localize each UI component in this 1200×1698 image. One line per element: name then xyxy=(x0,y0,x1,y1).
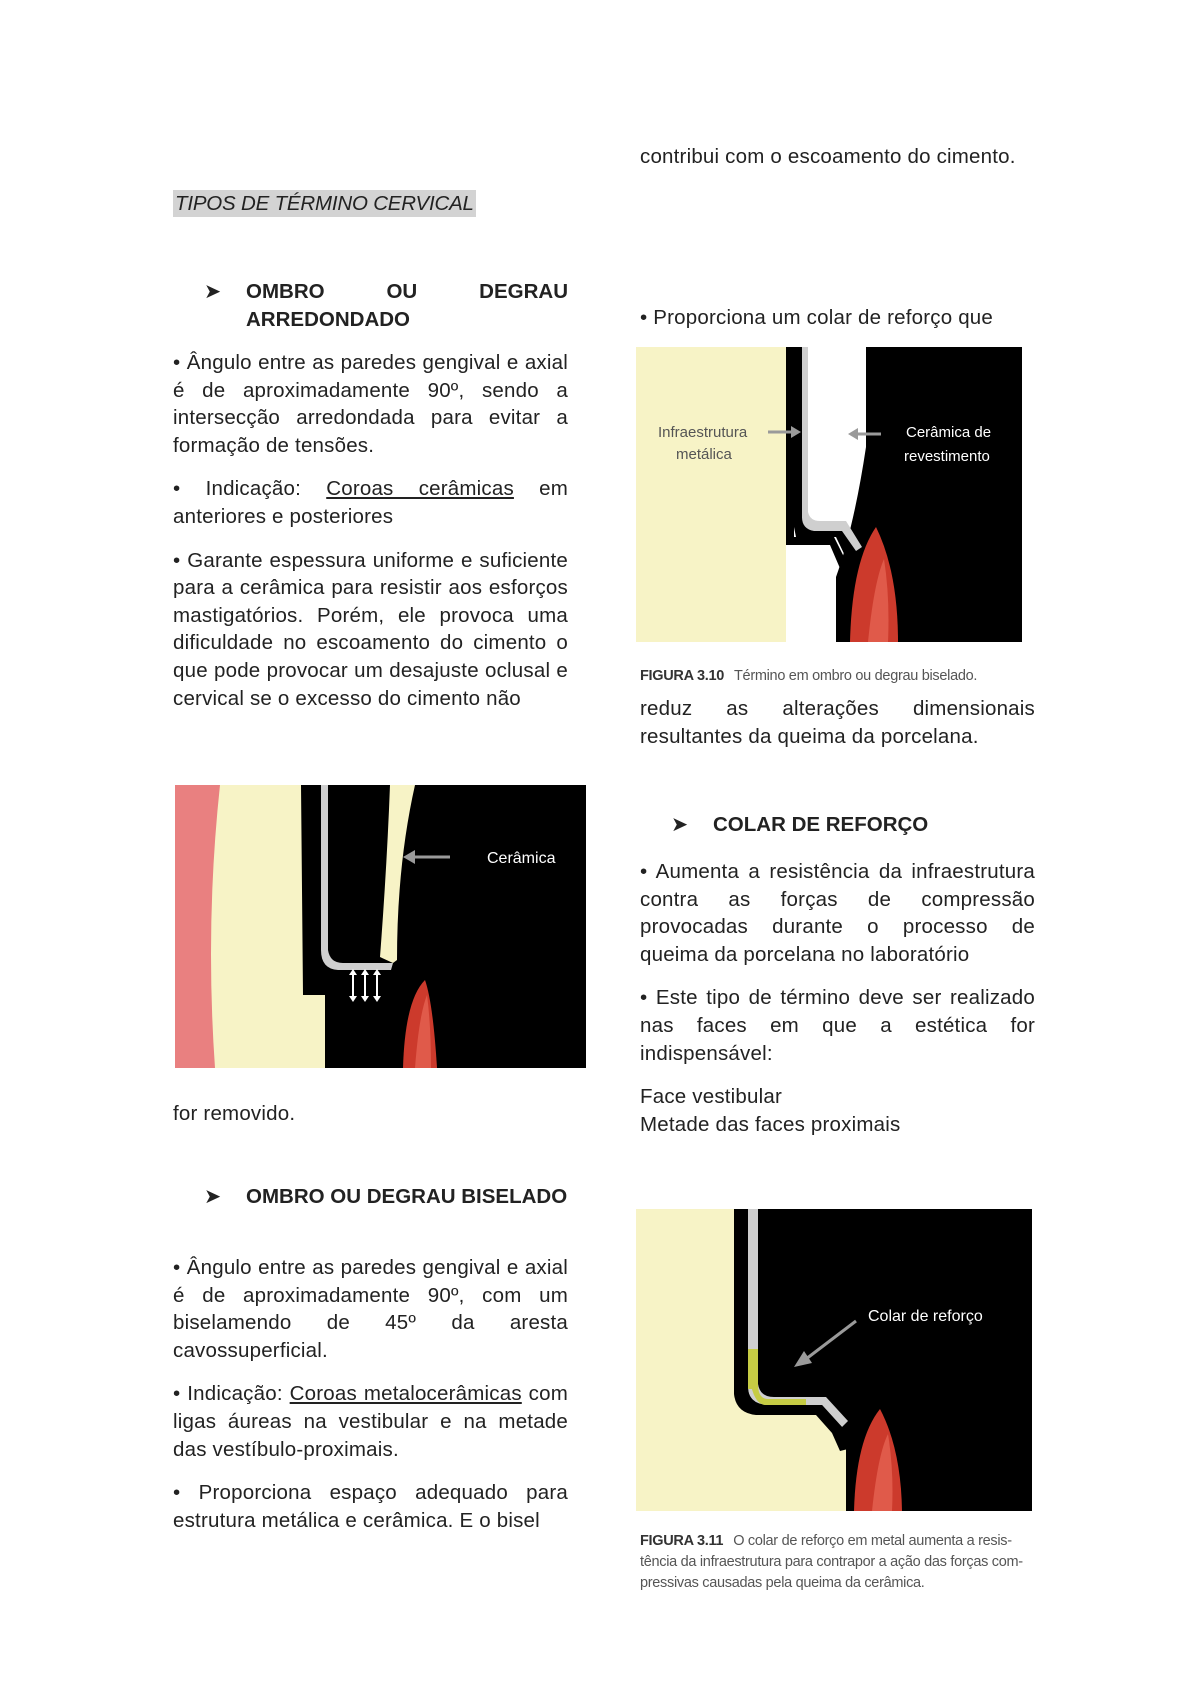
figure-label: Colar de reforço xyxy=(868,1308,983,1325)
figure-label-ceramica-de: Cerâmica de xyxy=(906,424,992,441)
caption-text: Término em ombro ou degrau biselado. xyxy=(734,668,978,684)
section2-colar-continuation xyxy=(640,695,1035,750)
section1-body xyxy=(173,349,568,712)
figure-label-infraestrutura: Infraestrutura xyxy=(658,424,748,441)
caption-number: FIGURA 3.10 xyxy=(640,668,724,684)
paragraph: • Proporciona um colar de reforço que xyxy=(640,306,994,329)
section1-continuation xyxy=(173,1100,568,1128)
heading-text: OMBRO OU DEGRAU ARREDONDADO xyxy=(246,280,568,331)
tooth-diagram xyxy=(175,785,586,1068)
tooth-diagram-colar xyxy=(636,1209,1032,1511)
figure-label-metalica: metálica xyxy=(676,446,732,463)
figure-ombro-arredondado xyxy=(175,785,586,1068)
arrow-bullet-icon: ➤ xyxy=(204,280,222,303)
caption-line: tência da infraestrutura para contrapor a ação das forças com- xyxy=(640,1554,1023,1570)
figure-3-10-caption xyxy=(640,666,1040,687)
section3-body xyxy=(640,858,1035,1138)
section2-continuation xyxy=(640,143,1035,171)
paragraph: • Este tipo de término deve ser realizado nas faces em que a estética for indispensável: xyxy=(640,986,1035,1065)
caption-line: pressivas causadas pela queima da cerâmica. xyxy=(640,1575,925,1591)
list-item: Face vestibular xyxy=(640,1085,783,1109)
section2-colar xyxy=(640,304,1035,332)
paragraph-continuation: contribui com o escoamento do cimento. xyxy=(640,145,1016,168)
heading-text: OMBRO OU DEGRAU BISELADO xyxy=(246,1185,568,1208)
paragraph: • Garante espessura uniforme e suficiente para a cerâmica para resistir aos esforços mastigatórios. Porém, ele provoca uma dificuldade no escoamento do cimento o que pode provocar um desajuste oclusal e cervical se o excesso do cimento não xyxy=(173,548,568,710)
heading-text: COLAR DE REFORÇO xyxy=(713,813,929,836)
underlined-term: Coroas metalocerâmicas xyxy=(289,1382,522,1406)
section2-body xyxy=(173,1254,568,1534)
paragraph-continuation: for removido. xyxy=(173,1102,296,1125)
paragraph: • Proporciona espaço adequado para estrutura metálica e cerâmica. E o bisel xyxy=(173,1481,568,1532)
tooth-diagram-biselado xyxy=(636,347,1022,642)
figure-3-11-caption xyxy=(640,1531,1050,1594)
caption-number: FIGURA 3.11 xyxy=(640,1533,724,1549)
paragraph: • Ângulo entre as paredes gengival e axial é de aproximadamente 90º, sendo a intersecção arredondada para evitar a formação de tensões. xyxy=(173,351,568,457)
heading-ombro-arredondado xyxy=(204,278,568,333)
paragraph: • Ângulo entre as paredes gengival e axial é de aproximadamente 90º, com um biselamendo de 45º da aresta cavossuperficial. xyxy=(173,1256,568,1362)
figure-label-revestimento: revestimento xyxy=(904,448,990,465)
figure-3-11 xyxy=(636,1209,1032,1511)
paragraph-continuation: reduz as alterações dimensionais resultantes da queima da porcelana. xyxy=(640,697,1035,748)
paragraph-indicacao: • Indicação: Coroas cerâmicas em anteriores e posteriores xyxy=(173,477,568,528)
figure-label: Cerâmica xyxy=(487,850,556,867)
heading-colar-de-reforco xyxy=(671,811,997,839)
arrow-bullet-icon: ➤ xyxy=(671,813,689,836)
arrow-bullet-icon: ➤ xyxy=(204,1185,222,1208)
paragraph: • Aumenta a resistência da infraestrutura contra as forças de compressão provocadas durante o processo de queima da porcelana no laboratório xyxy=(640,860,1035,966)
heading-ombro-biselado xyxy=(204,1183,568,1211)
paragraph-indicacao: • Indicação: Coroas metalocerâmicas com ligas áureas na vestibular e na metade das vestíbulo-proximais. xyxy=(173,1382,569,1461)
caption-line: O colar de reforço em metal aumenta a resis- xyxy=(733,1533,1012,1549)
underlined-term: Coroas cerâmicas xyxy=(326,477,514,501)
list-item: Metade das faces proximais xyxy=(640,1112,901,1136)
document-title: TIPOS DE TÉRMINO CERVICAL xyxy=(175,192,474,215)
figure-3-10 xyxy=(636,347,1022,642)
